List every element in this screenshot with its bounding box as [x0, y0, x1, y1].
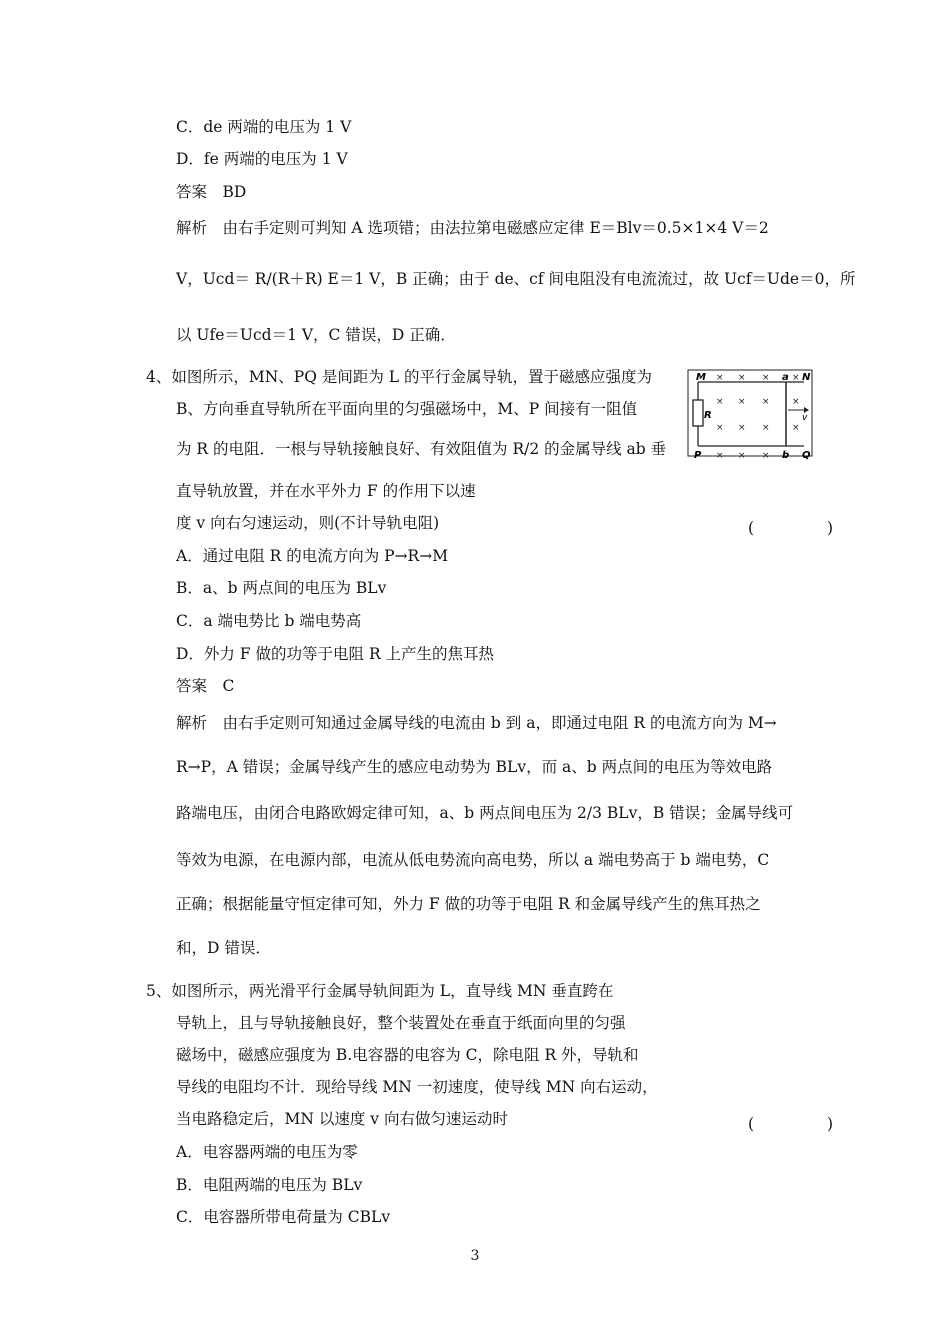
svg-text:×: ×: [716, 397, 724, 407]
q4-solution-line5: 正确；根据能量守恒定律可知，外力 F 做的功等于电阻 R 和金属导线产生的焦耳热之: [176, 895, 761, 913]
q4-stem-line5: 度 v 向右匀速运动，则(不计导轨电阻): [176, 514, 440, 532]
q5-option-a: A．电容器两端的电压为零: [176, 1143, 358, 1161]
svg-text:Q: Q: [802, 450, 811, 461]
option-c-prev: C．de 两端的电压为 1 V: [176, 118, 352, 136]
q4-circuit-figure: [684, 366, 816, 462]
option-d-prev: D．fe 两端的电压为 1 V: [176, 150, 348, 168]
q4-stem-line3: 为 R 的电阻．一根与导轨接触良好、有效阻值为 R/2 的金属导线 ab 垂: [176, 440, 667, 458]
q5-stem-line1: 5、如图所示，两光滑平行金属导轨间距为 L，直导线 MN 垂直跨在: [146, 982, 614, 1000]
q5-option-b: B．电阻两端的电压为 BLv: [176, 1176, 363, 1194]
resistor-icon: [693, 400, 703, 426]
svg-text:×: ×: [716, 451, 724, 461]
q4-solution-line2: R→P，A 错误；金属导线产生的感应电动势为 BLv，而 a、b 两点间的电压为等效电路: [176, 758, 773, 776]
q5-stem-line3: 磁场中，磁感应强度为 B.电容器的电容为 C，除电阻 R 外，导轨和: [176, 1046, 639, 1064]
q5-stem-line4: 导线的电阻均不计．现给导线 MN 一初速度，使导线 MN 向右运动，: [176, 1078, 658, 1096]
svg-text:×: ×: [762, 423, 770, 433]
answer-prev: 答案 BD: [176, 183, 247, 201]
svg-text:×: ×: [738, 423, 746, 433]
svg-text:×: ×: [716, 423, 724, 433]
svg-text:a: a: [782, 372, 789, 383]
q4-stem-line2: B、方向垂直导轨所在平面向里的匀强磁场中，M、P 间接有一阻值: [176, 400, 638, 418]
q5-stem-line2: 导轨上，且与导轨接触良好，整个装置处在垂直于纸面向里的匀强: [176, 1014, 626, 1032]
q4-solution-line4: 等效为电源，在电源内部，电流从低电势流向高电势，所以 a 端电势高于 b 端电势，C: [176, 851, 770, 869]
solution-prev-line3: 以 Ufe＝Ucd＝1 V，C 错误，D 正确．: [176, 326, 456, 344]
q4-option-c: C．a 端电势比 b 端电势高: [176, 612, 362, 630]
q4-stem-line4: 直导轨放置，并在水平外力 F 的作用下以速: [176, 482, 476, 500]
svg-text:×: ×: [792, 373, 800, 383]
svg-text:×: ×: [716, 373, 724, 383]
svg-text:R: R: [704, 410, 712, 421]
q4-option-d: D．外力 F 做的功等于电阻 R 上产生的焦耳热: [176, 645, 495, 663]
svg-text:×: ×: [762, 451, 770, 461]
svg-text:×: ×: [792, 423, 800, 433]
q5-stem-line5: 当电路稳定后，MN 以速度 v 向右做匀速运动时: [176, 1110, 508, 1128]
svg-text:×: ×: [762, 397, 770, 407]
q4-option-a: A．通过电阻 R 的电流方向为 P→R→M: [176, 547, 449, 565]
svg-text:×: ×: [792, 397, 800, 407]
page-number: 3: [470, 1248, 480, 1264]
solution-prev-line1: 解析 由右手定则可判知 A 选项错；由法拉第电磁感应定律 E＝Blv＝0.5×1×4 V＝2: [176, 219, 769, 237]
svg-text:×: ×: [738, 373, 746, 383]
q4-solution-line1: 解析 由右手定则可知通过金属导线的电流由 b 到 a，即通过电阻 R 的电流方向为 M→: [176, 714, 777, 732]
q4-answer: 答案 C: [176, 677, 235, 695]
q5-option-c: C．电容器所带电荷量为 CBLv: [176, 1208, 391, 1226]
q4-solution-line3: 路端电压，由闭合电路欧姆定律可知，a、b 两点间电压为 2/3 BLv，B 错误；金属导线可: [176, 804, 794, 822]
svg-text:v: v: [802, 413, 808, 423]
svg-text:×: ×: [738, 451, 746, 461]
svg-text:M: M: [696, 372, 706, 383]
q4-stem-line1: 4、如图所示，MN、PQ 是间距为 L 的平行金属导轨，置于磁感应强度为: [146, 368, 653, 386]
svg-text:P: P: [694, 450, 702, 461]
svg-text:b: b: [782, 450, 790, 461]
q4-answer-blank: ( ): [748, 519, 848, 537]
svg-text:×: ×: [738, 397, 746, 407]
q5-answer-blank: ( ): [748, 1115, 848, 1133]
svg-text:×: ×: [762, 373, 770, 383]
solution-prev-line2: V，Ucd＝ R/(R＋R) E＝1 V，B 正确；由于 de、cf 间电阻没有电流流过，故 Ucf＝Ude＝0，所: [176, 270, 856, 288]
q4-solution-line6: 和，D 错误．: [176, 939, 271, 957]
q4-option-b: B．a、b 两点间的电压为 BLv: [176, 579, 387, 597]
svg-text:N: N: [802, 372, 811, 383]
